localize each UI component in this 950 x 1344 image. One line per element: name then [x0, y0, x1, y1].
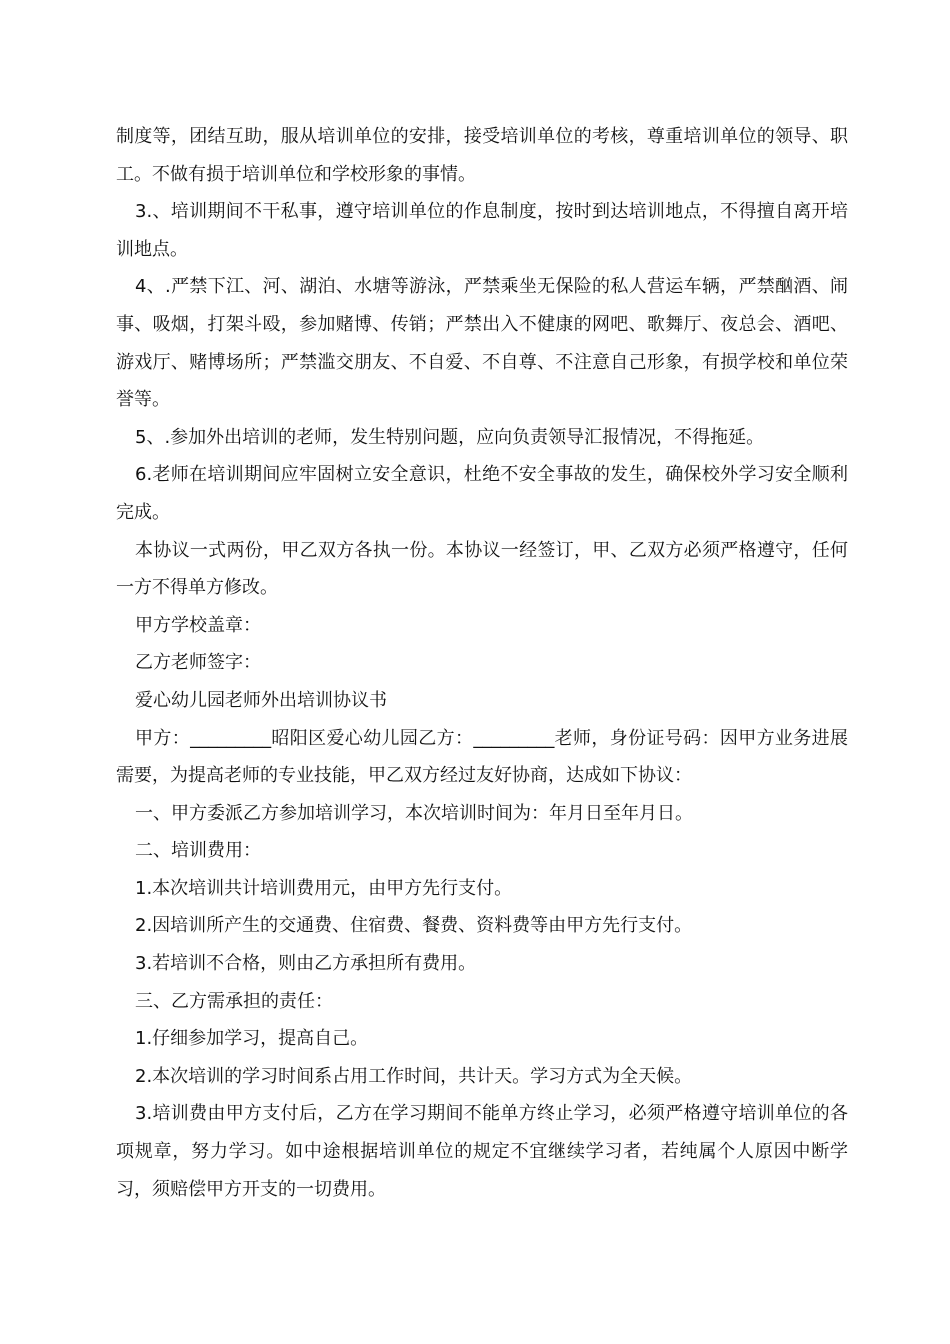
document-page: [116, 118, 848, 1208]
paragraph-5: 6.老师在培训期间应牢固树立安全意识，杜绝不安全事故的发生，确保校外学习安全顺利完成。: [116, 464, 848, 523]
clause-3-item-3: 3.培训费由甲方支付后，乙方在学习期间不能单方终止学习，必须严格遵守培训单位的各项规章，努力学习。如中途根据培训单位的规定不宜继续学习者，若纯属个人原因中断学习，须赔偿甲方开支的一切费用。: [116, 1103, 848, 1200]
clause-2-item-3: 3.若培训不合格，则由乙方承担所有费用。: [135, 953, 477, 975]
paragraph-3: 4、.严禁下江、河、湖泊、水塘等游泳，严禁乘坐无保险的私人营运车辆，严禁酗酒、闹事、吸烟，打架斗殴，参加赌博、传销；严禁出入不健康的网吧、歌舞厅、夜总会、酒吧、游戏厅、赌博场所；严禁滥交朋友、不自爱、不自尊、不注意自己形象，有损学校和单位荣誉等。: [116, 276, 848, 411]
clause-2-heading: 二、培训费用：: [135, 840, 261, 862]
party-b-signature-line: 乙方老师签字：: [135, 652, 261, 674]
paragraph-4: 5、.参加外出培训的老师，发生特别问题，应向负责领导汇报情况，不得拖延。: [135, 426, 765, 448]
clause-1: 一、甲方委派乙方参加培训学习，本次培训时间为：年月日至年月日。: [135, 802, 693, 824]
paragraph-6: 本协议一式两份，甲乙双方各执一份。本协议一经签订，甲、乙双方必须严格遵守，任何一方不得单方修改。: [116, 539, 848, 599]
clause-2-item-2: 2.因培训所产生的交通费、住宿费、餐费、资料费等由甲方先行支付。: [135, 915, 693, 937]
party-a-seal-line: 甲方学校盖章：: [135, 614, 261, 636]
paragraph-2: 3.、培训期间不干私事，遵守培训单位的作息制度，按时到达培训地点，不得擅自离开培训地点。: [116, 201, 848, 260]
agreement-title: 爱心幼儿园老师外出培训协议书: [135, 689, 387, 711]
parties-paragraph: 甲方：_________昭阳区爱心幼儿园乙方：_________老师，身份证号码：因甲方业务进展需要，为提高老师的专业技能，甲乙双方经过友好协商，达成如下协议：: [116, 727, 848, 787]
paragraph-1: 制度等，团结互助，服从培训单位的安排，接受培训单位的考核，尊重培训单位的领导、职工。不做有损于培训单位和学校形象的事情。: [116, 126, 848, 185]
clause-3-heading: 三、乙方需承担的责任：: [135, 990, 333, 1012]
clause-2-item-1: 1.本次培训共计培训费用元，由甲方先行支付。: [135, 877, 513, 899]
clause-3-item-2: 2.本次培训的学习时间系占用工作时间，共计天。学习方式为全天候。: [135, 1065, 693, 1087]
clause-3-item-1: 1.仔细参加学习，提高自己。: [135, 1028, 369, 1050]
